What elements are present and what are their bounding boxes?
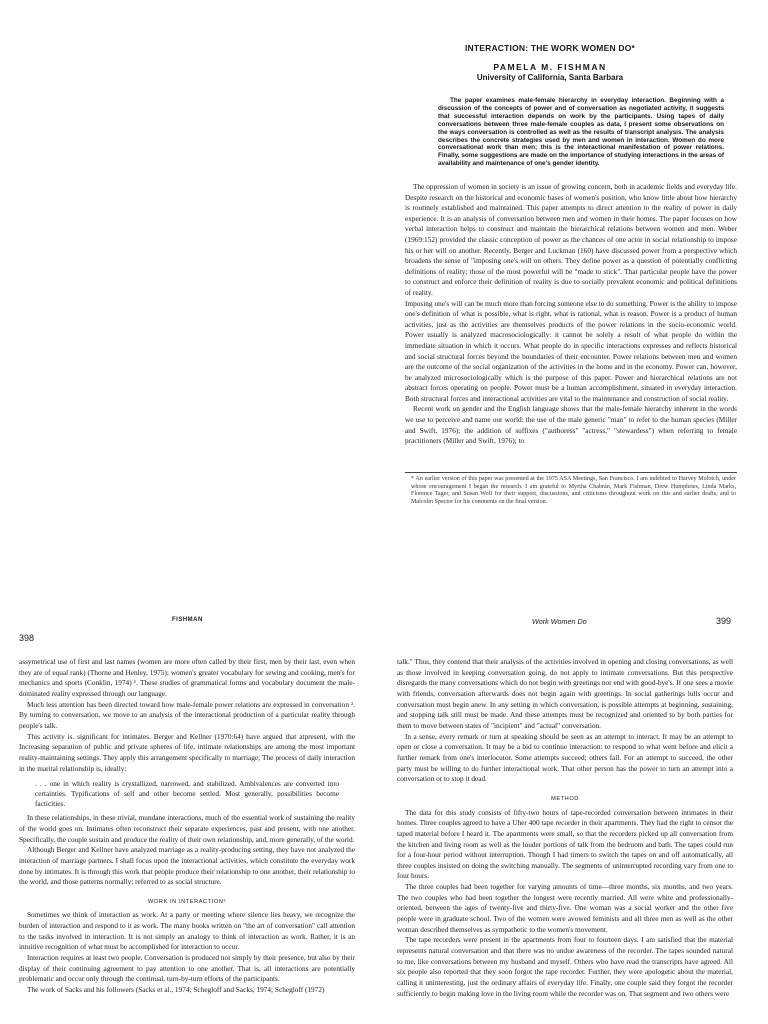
running-head-right: Work Women Do xyxy=(532,617,587,626)
paragraph: Although Berger and Kellner have analyzed marriage as a reality-producing setting, they have not analyzed the interaction of marriage partners. I shall focus upon the interactional activities, which constitute the everyday work done by intimates. It is through this work that people produce their relationship to one another, their relationship to the world, and those patterns normally; referred to as social structure. xyxy=(19,845,355,887)
paragraph: Interaction requires at least two people. Conversation is produced not simply by their presence, but also by their display of their continuing agreement to pay attention to one another. That is, all interactions are potentially problematic and occur only through the continual, turn-by-turn efforts of the participants. xyxy=(19,953,355,984)
author-affiliation: University of California, Santa Barbara xyxy=(476,73,624,82)
paragraph: In a sense, every remark or turn at speaking should be seen as an attempt to interact. It may be an attempt to open or close a conversation. It may be a bid to continue interaction: to respond to what went before and elicit a further remark from one's interlocutor. Some attempts succeed; others fail. For an attempt to succeed, the other party must be willing to do further interactional work. That other person has the power to turn an attempt into a conversation or to stop it dead. xyxy=(397,731,733,784)
section-heading: METHOD xyxy=(551,795,579,802)
author-name: PAMELA M. FISHMAN xyxy=(493,62,607,72)
paragraph: talk." Thus, they contend that their analysis of the activities involved in opening and closing conversations, as well as those involved in keeping conversation going, do not apply to intimate conversations. But this perspective disregards the many conversations which do not begin with greetings nor end with good-bye's. If one sees a movie with friends, conversation afterwards does not begin again with greetings. In social gatherings lulls occur and conversation must begin anew. In any setting in which conversation, is possible attempts at beginning, sustaining, and stopping talk still must be made. And these attempts must be recognized and oriented to by both parties for them to move between states of "incipient" and "actual" conversation. xyxy=(397,657,733,730)
paragraph: The three couples had been together for varying amounts of time—three months, six months, and two years. The two couples who had been together the longest were recently married. All were white and professionally-oriented, between the ages of twenty-five and thirty-five. One woman was a social worker and the other five people were in graduate school. Two of the women were avowed feminists and all three men as well as the other woman described themselves as sympathetic to the women's movement. xyxy=(397,882,733,934)
paragraph: assymetrical use of first and last names (women are more often called by their first, men by their last, even when they are of equal rank) (Thorne and Henley, 1975); women's greater vocabulary for sewing and cooking, men's for mechanics and sports (Conklin, 1974) ¹. These studies of grammatical forms and vocabulary document the male-dominated reality expressed through our language. xyxy=(19,657,355,698)
paragraph: The work of Sacks and his followers (Sacks et al., 1974; Schegloff and Sacks, 1974; Schegloff (1972) xyxy=(27,985,325,995)
intro-body xyxy=(405,182,737,447)
paragraph: Recent work on gender and the English language shows that the male-female hierarchy inherent in the words we use to perceive and name our world: the use of the male generic "man" to refer to the human species (Miller and Swift, 1976); the addition of suffixes ("authoress" "actress," "stewardess") when referring to female practitioners (Miller and Swift, 1976); to xyxy=(405,404,737,446)
section-heading: WORK IN INTERACTION³ xyxy=(148,898,226,905)
block-quote: . . . one in which reality is crystallized, narrowed, and stabilized. Ambivalences are converted into certainties. Typifications of self and other become settled. Most generally, possibilities become facticities. xyxy=(35,779,339,809)
paragraph: The data for this study consists of fifty-two hours of tape-recorded conversation between intimates in their homes. Three couples agreed to have a Uher 400 tape recorder in their apartments. They had the right to censor the taped material before I heard it. The apartments were small, so that the recorders picked up all conversation from the kitchen and living room as well as the louder portions of talk from the bedroom and bath. The tapes could run for a four-hour period without interruption. Though I had timers to switch the tapes on and off automatically, all three couples insisted on doing the switching manually. The segments of uninterrupted recording vary from one to four hours. xyxy=(397,807,733,881)
paragraph: Imposing one's will can be much more than forcing someone else to do something. Power is the ability to impose one's definition of what is possible, what is right, what is rational, what is reason. Power is a product of human activities, just as the activities are themselves products of the power relations in the socio-economic world. Power usually is analyzed macrosociologically: it cannot be solely a result of what people do within the immediate situation in which it occurs. What people do in specific interactions expresses and reflects historical and social structural forces beyond the boundaries of their encounter. Power relations between men and women are the outcome of the social organization of the activities in the home and in the economy. Power can, however, be analyzed microsociologically which is the purpose of this paper. Power and hierarchical relations are not abstract forces operating on people. Power must be a human accomplishment, situated in everyday interaction. Both structural forces and interactional activities are vital to the maintenance and construction of social reality. xyxy=(405,298,737,403)
page-399-text xyxy=(397,657,733,999)
footnote: * An earlier version of this paper was presented at the 1975 ASA Meetings, San Francisco. I am indebted to Harvey Molotch, under whose encouragement I began the research. I am grateful to Myrtha Chabrán, Mark Fishman, Drew Humphries, Linda Marks, Florence Tager, and Susan Wolf for their support, discussions, and criticisms throughout work on this and earlier drafts, and to Malcolm Spector for his comments on the final version. xyxy=(411,476,736,506)
footnote-divider xyxy=(405,472,737,473)
paragraph: In these relationships, in these trivial, mundane interactions, much of the essential work of sustaining the reality of the world goes on. Intimates often reconstruct their separate experiences, past and present, with one another. Specifically, the couple sustain and produce the reality of their own relationship, and, more generally, of the world. xyxy=(19,813,355,844)
paragraph: Much less attention has been directed toward how male-female power relations are expressed in conversation ². By turning to conversation, we move to an analysis of the interactional production of a particular reality through people's talk. xyxy=(19,699,355,730)
article-title: INTERACTION: THE WORK WOMEN DO* xyxy=(464,43,636,53)
page-number-right: 399 xyxy=(716,616,732,626)
abstract: The paper examines male-female hierarchy in everyday interaction. Beginning with a discussion of the concepts of power and of conversation as negotiated activity, it suggests that successful interaction depends on work by the participants. Using tapes of daily conversations between three male-female couples as data, I present some observations on the ways conversation is controlled as well as the results of transcript analysis. The analysis describes the concrete strategies used by men and women in interaction. Women do more conversational work than men; this is the interactional manifestation of power relations. Finally, some suggestions are made on the importance of studying interactions in the areas of availability and maintenance of one's gender identity. xyxy=(438,97,724,168)
page-number-left: 398 xyxy=(19,633,35,643)
paragraph: The tape recorders were present in the apartments from four to fourteen days. I am satisfied that the material represents natural conversation and that there was no undue awareness of the recorder. The tapes sounded natural to me, like conversations between my husband and myself. Others who have read the transcripts have agreed. All six people also reported that they soon forgot the tape recorder. Further, they were apologetic about the material, calling it uninteresting, just the ordinary affairs of everyday life. Finally, one couple said they forgot the recorder sufficiently to begin making love in the living room while the recorder was on. That segment and two others were xyxy=(397,935,733,998)
paragraph: Sometimes we think of interaction as work. At a party or meeting where silence lies heavy, we recognize the burden of interaction and respond to it as work. The many books written on "the art of conversation" call attention to the tasks involved in interaction. It is not simply an analogy to think of interaction as work. Rather, it is an intuitive recognition of what must be accomplished for interaction to occur. xyxy=(19,910,355,952)
paragraph: The oppression of women in society is an issue of growing concern, both in academic fields and everyday life. Despite research on the historical and economic bases of women's position, who know little about how hierarchy is routinely established and maintained. This paper attempts to direct attention to the reality of power in daily experience. It is an analysis of conversation between men and women in their homes. The paper focuses on how verbal interaction helps to construct and maintain the hierarchical relations between women and men. Weber (1969:152) provided the classic conception of power as the chances of one actor in social relationship to impose his or her will on another. Recently, Berger and Luckman (160) have discussed power from a perspective which broadens the sense of "imposing one's will on others. They define power as a question of potentially conflicting definitions of reality; those of the most powerful will be "made to stick". That particular people have the power to construct and enforce their definition of reality is due to socially prevalent economic and political definitions of reality. xyxy=(405,182,737,297)
paragraph: This activity is. significant for intimates. Berger and Kellner (1970:64) have argued that atpresent, with the Increasing separation of public and private spheres of life, intimate relationships are among the most important reality-maintaining settings. They apply this arrangement specifically to marriage; The process of daily interaction in the marital relationship is, ideally: xyxy=(19,731,355,773)
running-head-left: FISHMAN xyxy=(172,617,203,623)
page-398-text xyxy=(19,657,355,996)
